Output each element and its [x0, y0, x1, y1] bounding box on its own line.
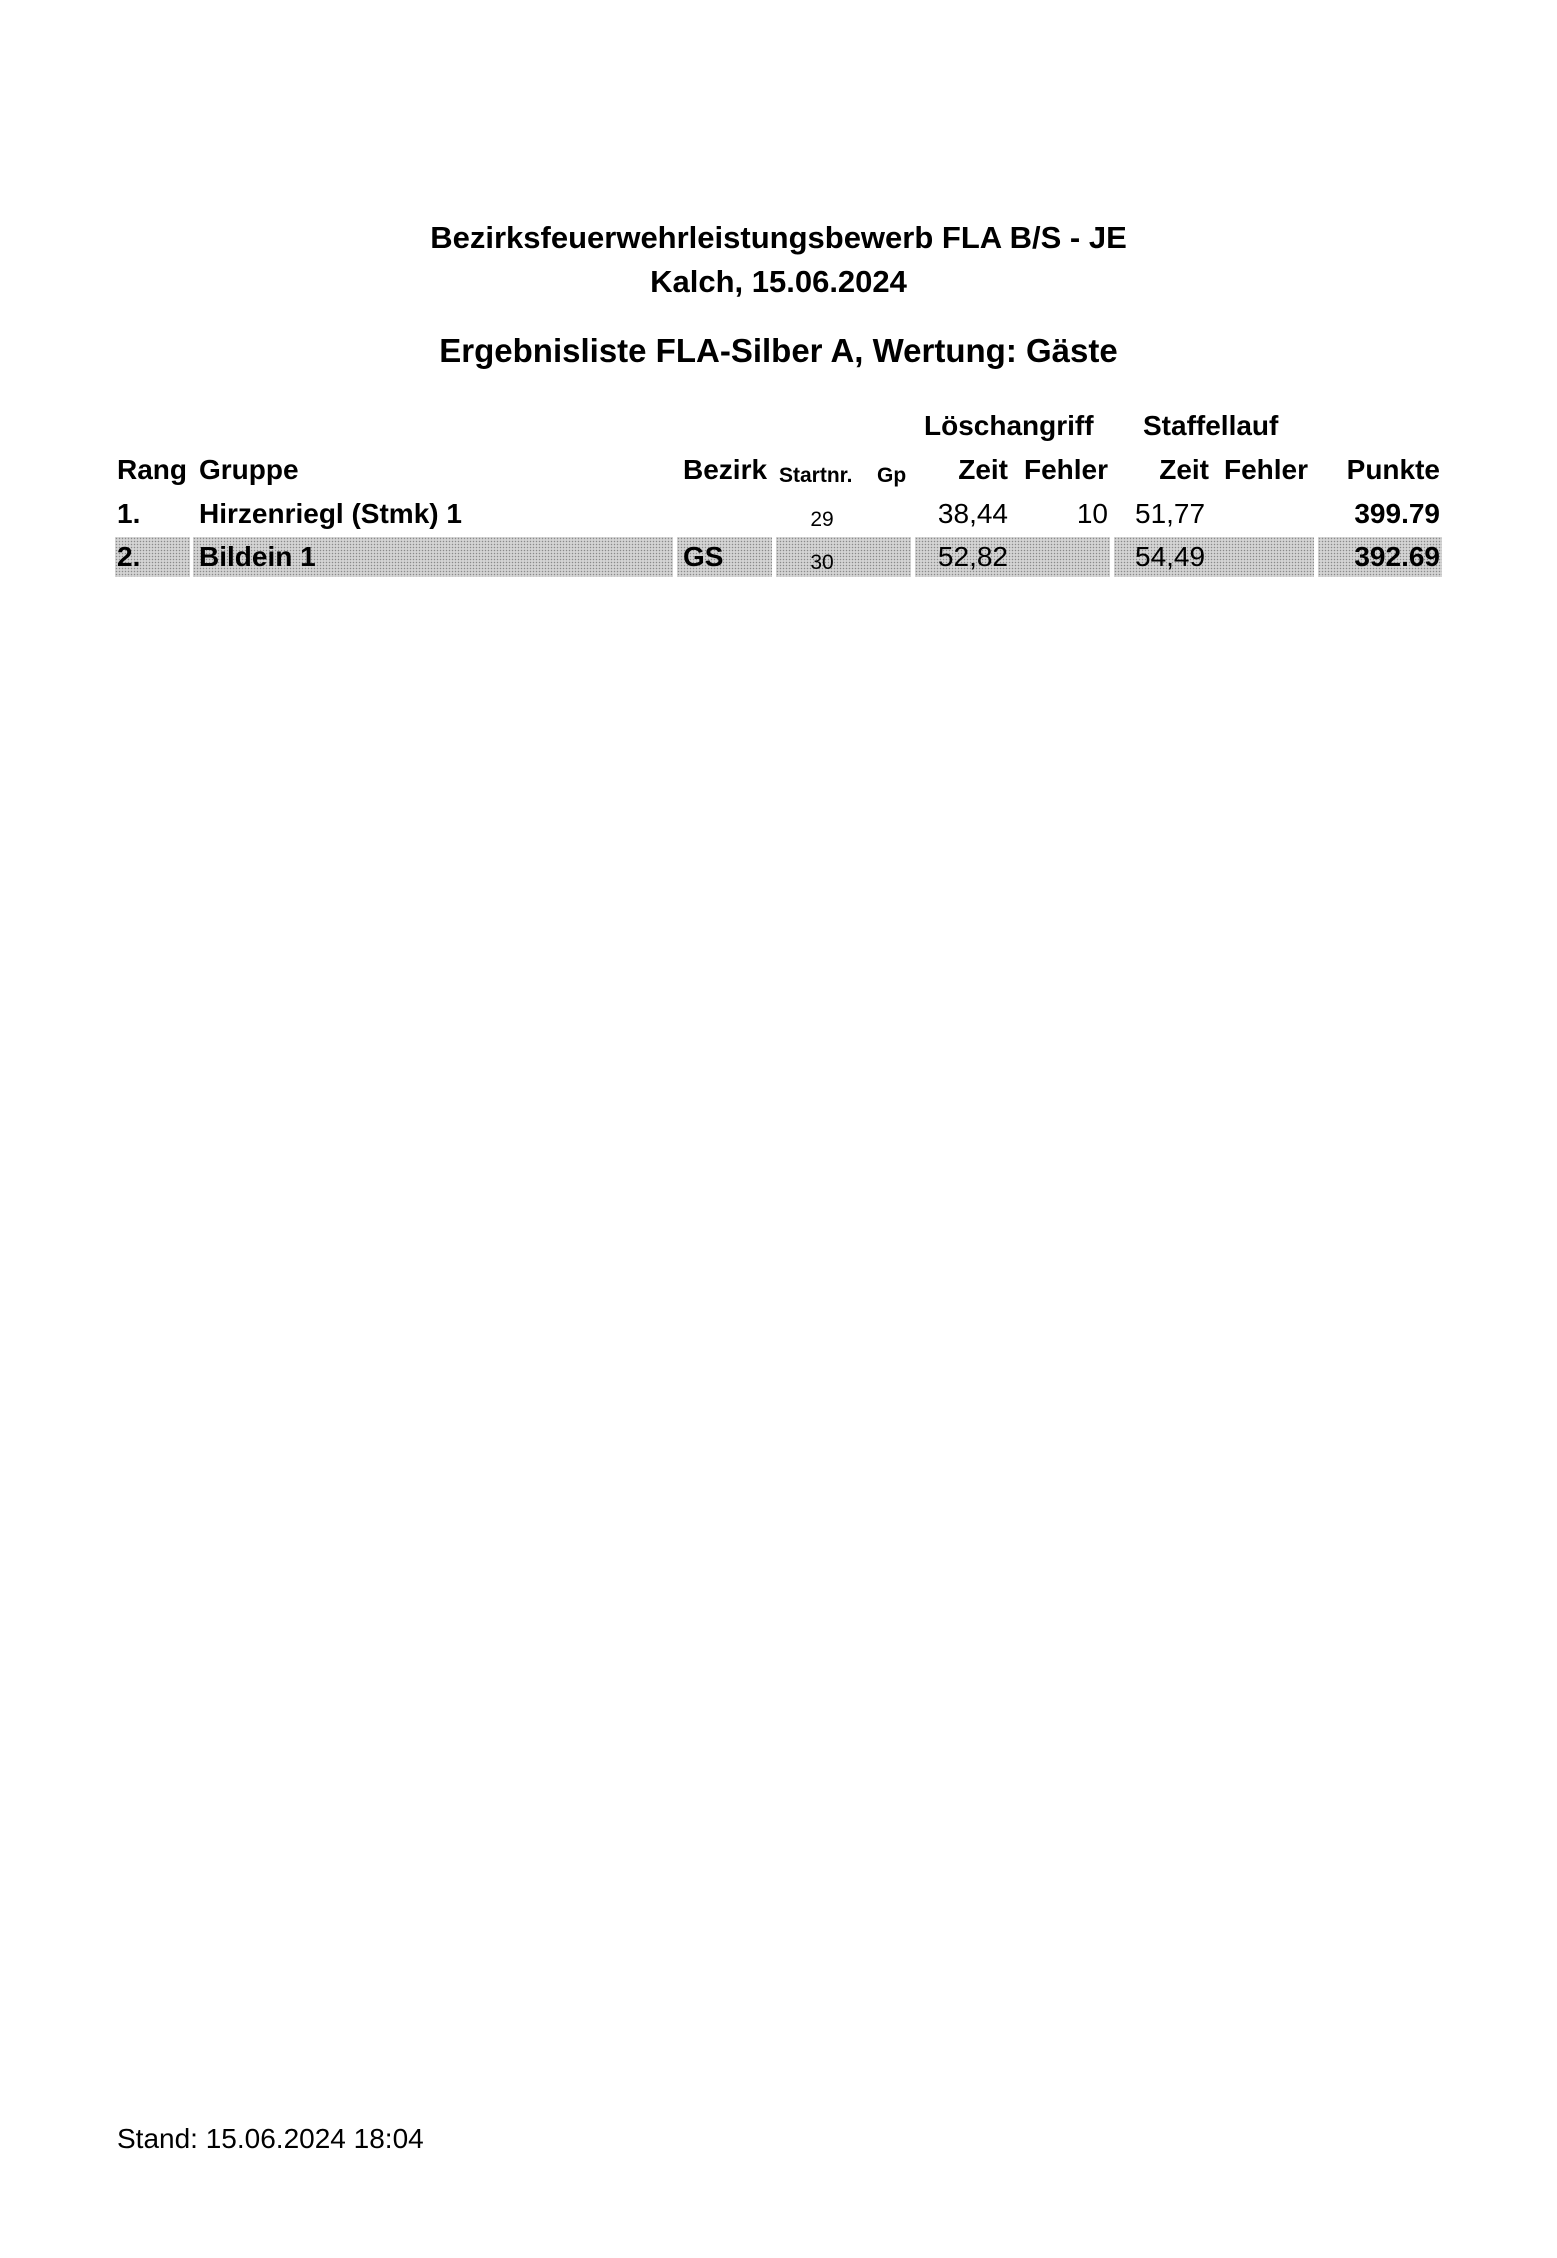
row-la-zeit: 38,44: [937, 498, 1008, 529]
row-punkte: 392.69: [1354, 541, 1440, 572]
column-header-la-zeit: Zeit: [958, 454, 1008, 485]
row-gruppe: Bildein 1: [199, 541, 316, 572]
group-header-staffellauf: Staffellauf: [1143, 410, 1279, 441]
row-punkte: 399.79: [1354, 498, 1440, 529]
column-header-gruppe: Gruppe: [199, 454, 299, 485]
row-gruppe: Hirzenriegl (Stmk) 1: [199, 498, 462, 529]
row-la-fehler: 10: [1076, 498, 1108, 529]
row-bezirk: GS: [683, 541, 724, 572]
list-title: Ergebnisliste FLA-Silber A, Wertung: Gäste: [439, 332, 1118, 369]
row-la-zeit: 52,82: [937, 541, 1008, 572]
column-header-sl-zeit: Zeit: [1159, 454, 1209, 485]
column-header-gp: Gp: [877, 464, 907, 487]
column-header-startnr: Startnr.: [779, 464, 853, 487]
row-startnr: 29: [810, 508, 834, 531]
row-rang: 2.: [117, 541, 141, 572]
column-header-la-fehler: Fehler: [1023, 454, 1108, 485]
column-header-bezirk: Bezirk: [683, 454, 768, 485]
column-header-punkte: Punkte: [1346, 454, 1440, 485]
column-header-sl-fehler: Fehler: [1223, 454, 1308, 485]
column-header-rang: Rang: [117, 454, 187, 485]
group-header-loeschangriff: Löschangriff: [924, 410, 1094, 441]
event-title: Bezirksfeuerwehrleistungsbewerb FLA B/S - JE: [430, 220, 1127, 255]
location-date: Kalch, 15.06.2024: [650, 264, 907, 299]
row-startnr: 30: [810, 551, 834, 574]
footer-stand: Stand: 15.06.2024 18:04: [117, 2123, 424, 2154]
row-rang: 1.: [117, 498, 141, 529]
row-sl-zeit: 54,49: [1135, 541, 1206, 572]
row-sl-zeit: 51,77: [1135, 498, 1206, 529]
